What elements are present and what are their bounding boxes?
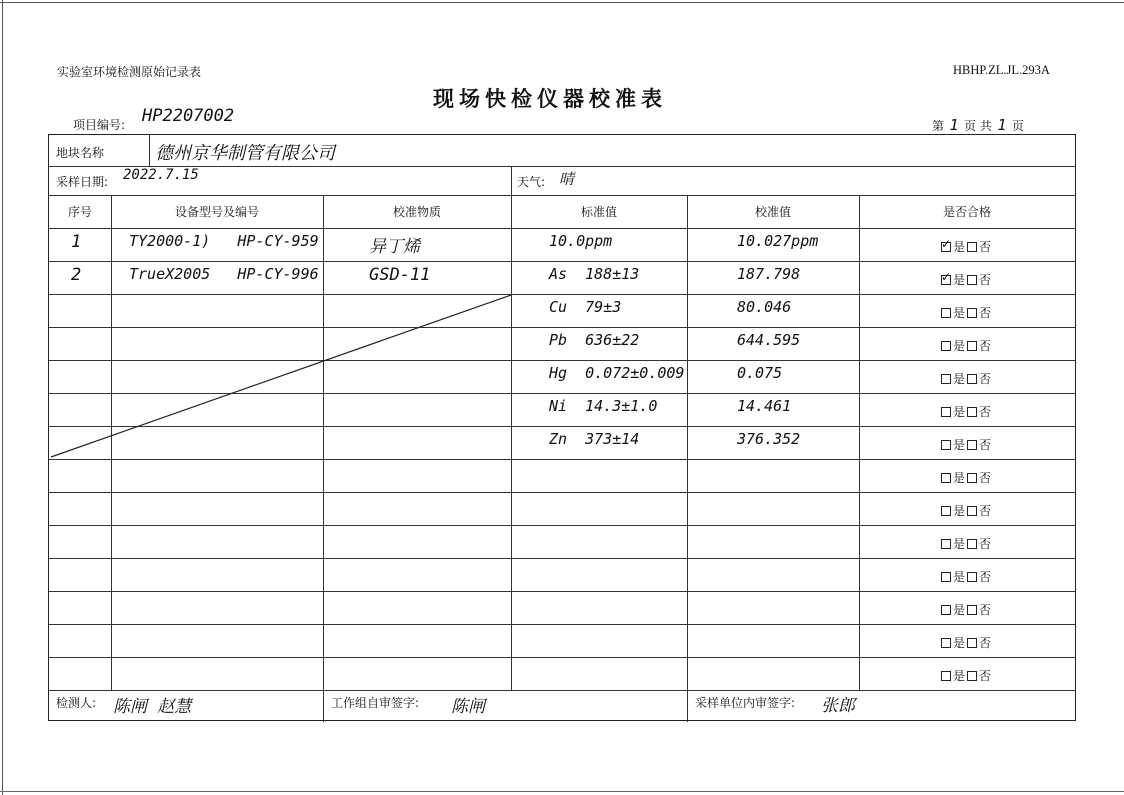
page-mid: 页 共 xyxy=(964,119,992,133)
pass-no-label: 否 xyxy=(979,306,992,320)
row-calibrated: 80.046 xyxy=(737,298,792,316)
project-label: 项目编号: xyxy=(73,118,126,132)
col-header-calibrated: 校准值 xyxy=(754,205,791,219)
row-calibrated: 376.352 xyxy=(737,430,801,448)
weather-label: 天气: xyxy=(517,175,546,189)
pass-yes-label: 是 xyxy=(953,438,966,452)
pass-yes-label: 是 xyxy=(953,636,966,650)
page-total: 1 xyxy=(997,116,1007,134)
pass-yes-label: 是 xyxy=(953,372,966,386)
page-prefix: 第 xyxy=(932,119,945,133)
pass-no-label: 否 xyxy=(979,471,992,485)
col-header-pass: 是否合格 xyxy=(942,205,991,219)
inspector-label: 检测人: xyxy=(56,696,97,710)
pass-yes-label: 是 xyxy=(953,339,966,353)
page-info xyxy=(932,116,1024,134)
pass-no-label: 否 xyxy=(979,372,992,386)
row-calibrated: 14.461 xyxy=(737,397,792,415)
pass-no-label: 否 xyxy=(979,405,992,419)
pass-no-label: 否 xyxy=(979,240,992,254)
pass-yes-label: 是 xyxy=(953,273,966,287)
row-number: 2 xyxy=(71,265,82,285)
row-standard: Cu 79±3 xyxy=(549,298,622,316)
scan-edge-bottom xyxy=(0,791,1124,792)
pass-yes-label: 是 xyxy=(953,240,966,254)
page-suffix: 页 xyxy=(1011,119,1024,133)
row-device: TrueX2005 HP-CY-996 xyxy=(129,265,319,283)
pass-yes-label: 是 xyxy=(953,306,966,320)
cancel-line xyxy=(49,135,1075,720)
pass-no-label: 否 xyxy=(979,603,992,617)
calibration-form xyxy=(48,134,1076,721)
row-calibrated: 0.075 xyxy=(737,364,783,382)
org-label: 实验室环境检测原始记录表 xyxy=(57,65,202,79)
scan-edge-top xyxy=(0,2,1124,3)
row-standard: As 188±13 xyxy=(549,265,640,283)
row-calibrated: 187.798 xyxy=(737,265,801,283)
pass-yes-label: 是 xyxy=(953,603,966,617)
project-value: HP2207002 xyxy=(142,106,235,126)
pass-no-label: 否 xyxy=(979,570,992,584)
row-standard: Zn 373±14 xyxy=(549,430,640,448)
doc-code: HBHP.ZL.JL.293A xyxy=(953,63,1050,77)
col-header-standard: 标准值 xyxy=(580,205,617,219)
pass-yes-label: 是 xyxy=(953,669,966,683)
row-material: 异丁烯 xyxy=(369,237,420,257)
row-calibrated: 10.027ppm xyxy=(737,232,819,250)
pass-no-label: 否 xyxy=(979,537,992,551)
row-number: 1 xyxy=(71,232,82,252)
row-device: TY2000-1) HP-CY-959 xyxy=(129,232,319,250)
scan-edge-left xyxy=(2,0,3,795)
pass-yes-label: 是 xyxy=(953,570,966,584)
unit-signature: 张郎 xyxy=(821,696,855,716)
site-label: 地块名称 xyxy=(56,146,105,160)
row-standard: 10.0ppm xyxy=(549,232,613,250)
pass-no-label: 否 xyxy=(979,339,992,353)
row-standard: Pb 636±22 xyxy=(549,331,640,349)
inspector-signature: 陈闸 赵慧 xyxy=(113,697,192,717)
page-title: 现场快检仪器校准表 xyxy=(433,87,667,111)
row-calibrated: 644.595 xyxy=(737,331,801,349)
col-header-device: 设备型号及编号 xyxy=(174,205,259,219)
pass-yes-label: 是 xyxy=(953,504,966,518)
row-standard: Hg 0.072±0.009 xyxy=(549,364,685,382)
date-value: 2022.7.15 xyxy=(123,167,199,183)
pass-no-label: 否 xyxy=(979,504,992,518)
page-number: 1 xyxy=(949,116,959,134)
pass-yes-label: 是 xyxy=(953,405,966,419)
site-value: 德州京华制管有限公司 xyxy=(155,143,335,164)
pass-no-label: 否 xyxy=(979,636,992,650)
row-material: GSD-11 xyxy=(369,265,431,285)
review-signature: 陈闸 xyxy=(451,697,485,717)
pass-no-label: 否 xyxy=(979,669,992,683)
pass-yes-label: 是 xyxy=(953,537,966,551)
review-label: 工作组自审签字: xyxy=(331,696,420,710)
weather-value: 晴 xyxy=(559,170,575,188)
date-label: 采样日期: xyxy=(56,175,109,189)
pass-no-label: 否 xyxy=(979,273,992,287)
pass-yes-label: 是 xyxy=(953,471,966,485)
unit-label: 采样单位内审签字: xyxy=(695,696,796,710)
col-header-no: 序号 xyxy=(67,205,92,219)
col-header-material: 校准物质 xyxy=(392,205,441,219)
pass-no-label: 否 xyxy=(979,438,992,452)
row-standard: Ni 14.3±1.0 xyxy=(549,397,658,415)
